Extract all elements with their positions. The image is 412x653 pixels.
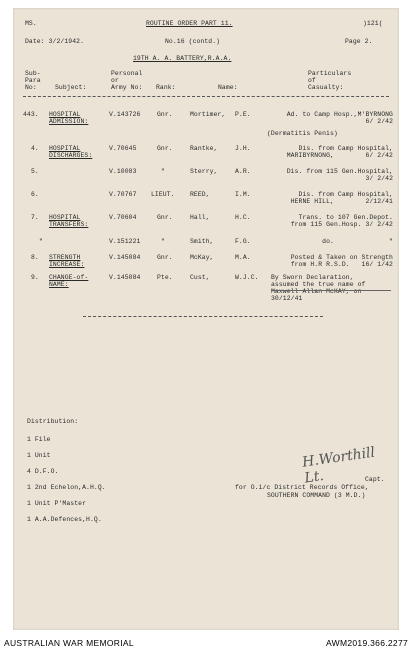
row-rank: Gnr. bbox=[157, 214, 173, 221]
row-particulars: Dis. from Camp Hospital, HERNE HILL, 2/12/41 bbox=[290, 191, 393, 205]
page-reference: )121( bbox=[363, 20, 383, 27]
row-surname: REED, bbox=[190, 191, 210, 198]
row-rank: Gnr. bbox=[157, 145, 173, 152]
order-number: No.16 (contd.) bbox=[165, 38, 221, 45]
distribution-label: Distribution: bbox=[27, 418, 79, 425]
row-particulars: By Sworn Declaration, assumed the true name of Maxwell Allan McKAY, on 30/12/41 bbox=[271, 274, 366, 302]
row-surname: Rantke, bbox=[190, 145, 218, 152]
row-army-no: V.145084 bbox=[109, 274, 141, 281]
row-subject: CHANGE-of- NAME: bbox=[49, 274, 89, 288]
row-rank: " bbox=[161, 238, 165, 245]
row-particulars-note: (Dermatitis Penis) bbox=[267, 130, 338, 137]
row-army-no: V.70645 bbox=[109, 145, 137, 152]
row-para: 5. bbox=[31, 168, 39, 175]
row-initials: I.M. bbox=[235, 191, 251, 198]
row-particulars: Dis. from Camp Hospital, MARIBYRNONG, 6/ 2/42 bbox=[286, 145, 393, 159]
row-army-no: V.70604 bbox=[109, 214, 137, 221]
row-para: 7. bbox=[31, 214, 39, 221]
row-particulars: Dis. from 115 Gen.Hospital, 3/ 2/42 bbox=[286, 168, 393, 182]
col-army-no: Personal or Army No: bbox=[111, 70, 143, 91]
page-number: Page 2. bbox=[345, 38, 373, 45]
row-rank: Gnr. bbox=[157, 111, 173, 118]
row-para: 8. bbox=[31, 254, 39, 261]
footer-institution: AUSTRALIAN WAR MEMORIAL bbox=[4, 638, 134, 648]
col-subpara: Sub- Para No: bbox=[25, 70, 41, 91]
row-initials: A.R. bbox=[235, 168, 251, 175]
row-para: 9. bbox=[31, 274, 39, 281]
distribution-item: 1 Unit P'Master bbox=[27, 500, 87, 507]
signatory-command: SOUTHERN COMMAND (3 M.D.) bbox=[267, 492, 366, 499]
col-name: Name: bbox=[218, 84, 238, 91]
col-subject: Subject: bbox=[55, 84, 87, 91]
document-page bbox=[13, 8, 399, 630]
row-para: 6. bbox=[31, 191, 39, 198]
end-rule bbox=[83, 316, 323, 317]
row-particulars: Trans. to 107 Gen.Depot. from 115 Gen.Hosp. 3/ 2/42 bbox=[290, 214, 393, 228]
row-rank: Pte. bbox=[157, 274, 173, 281]
row-particulars: do. " bbox=[322, 238, 393, 245]
col-particulars: Particulars of Casualty: bbox=[308, 70, 352, 91]
row-particulars: Ad. to Camp Hosp.,M'BYRNONG 6/ 2/42 bbox=[286, 111, 393, 125]
row-surname: Hall, bbox=[190, 214, 210, 221]
distribution-item: 4 D.F.O. bbox=[27, 468, 59, 475]
distribution-item: 1 Unit bbox=[27, 452, 51, 459]
distribution-item: 1 A.A.Defences,H.Q. bbox=[27, 516, 102, 523]
row-initials: H.C. bbox=[235, 214, 251, 221]
row-initials: W.J.C. bbox=[235, 274, 259, 281]
footer-accession-number: AWM2019.366.2277 bbox=[326, 638, 408, 648]
row-army-no: V.143726 bbox=[109, 111, 141, 118]
distribution-item: 1 File bbox=[27, 436, 51, 443]
header-rule bbox=[23, 96, 389, 97]
order-date: Date: 3/2/1942. bbox=[25, 38, 85, 45]
row-rank: " bbox=[161, 168, 165, 175]
unit-name: 19TH A. A. BATTERY,R.A.A. bbox=[133, 55, 232, 62]
row-initials: P.E. bbox=[235, 111, 251, 118]
row-para: 4. bbox=[31, 145, 39, 152]
row-initials: M.A. bbox=[235, 254, 251, 261]
row-surname: Mortimer, bbox=[190, 111, 226, 118]
row-surname: Cust, bbox=[190, 274, 210, 281]
row-surname: Sterry, bbox=[190, 168, 218, 175]
col-rank: Rank: bbox=[156, 84, 176, 91]
row-particulars: Posted & Taken on Strength from H.R R.S.D. 16/ 1/42 bbox=[290, 254, 393, 268]
row-rank: LIEUT. bbox=[151, 191, 175, 198]
row-army-no: V.10083 bbox=[109, 168, 137, 175]
ms-label: MS. bbox=[25, 20, 37, 27]
handwritten-signature: H.Worthill Lt. bbox=[301, 444, 377, 487]
row-subject: HOSPITAL DISCHARGES: bbox=[49, 145, 93, 159]
row-surname: McKay, bbox=[190, 254, 214, 261]
row-army-no: V.151221 bbox=[109, 238, 141, 245]
row-rank: Gnr. bbox=[157, 254, 173, 261]
row-para: 443. bbox=[23, 111, 39, 118]
row-initials: F.G. bbox=[235, 238, 251, 245]
signatory-office: for O.i/c District Records Office, bbox=[235, 484, 369, 491]
row-subject: HOSPITAL TRANSFERS: bbox=[49, 214, 89, 228]
row-initials: J.H. bbox=[235, 145, 251, 152]
row-army-no: V.70767 bbox=[109, 191, 137, 198]
distribution-item: 1 2nd Echelon,A.H.Q. bbox=[27, 484, 106, 491]
signatory-rank: Capt. bbox=[365, 476, 385, 483]
row-surname: Smith, bbox=[190, 238, 214, 245]
document-title: ROUTINE ORDER PART 11. bbox=[146, 20, 233, 27]
name-underline bbox=[271, 290, 391, 291]
row-para: " bbox=[39, 238, 43, 245]
row-subject: STRENGTH INCREASE: bbox=[49, 254, 85, 268]
row-subject: HOSPITAL ADMISSION: bbox=[49, 111, 89, 125]
row-army-no: V.145084 bbox=[109, 254, 141, 261]
